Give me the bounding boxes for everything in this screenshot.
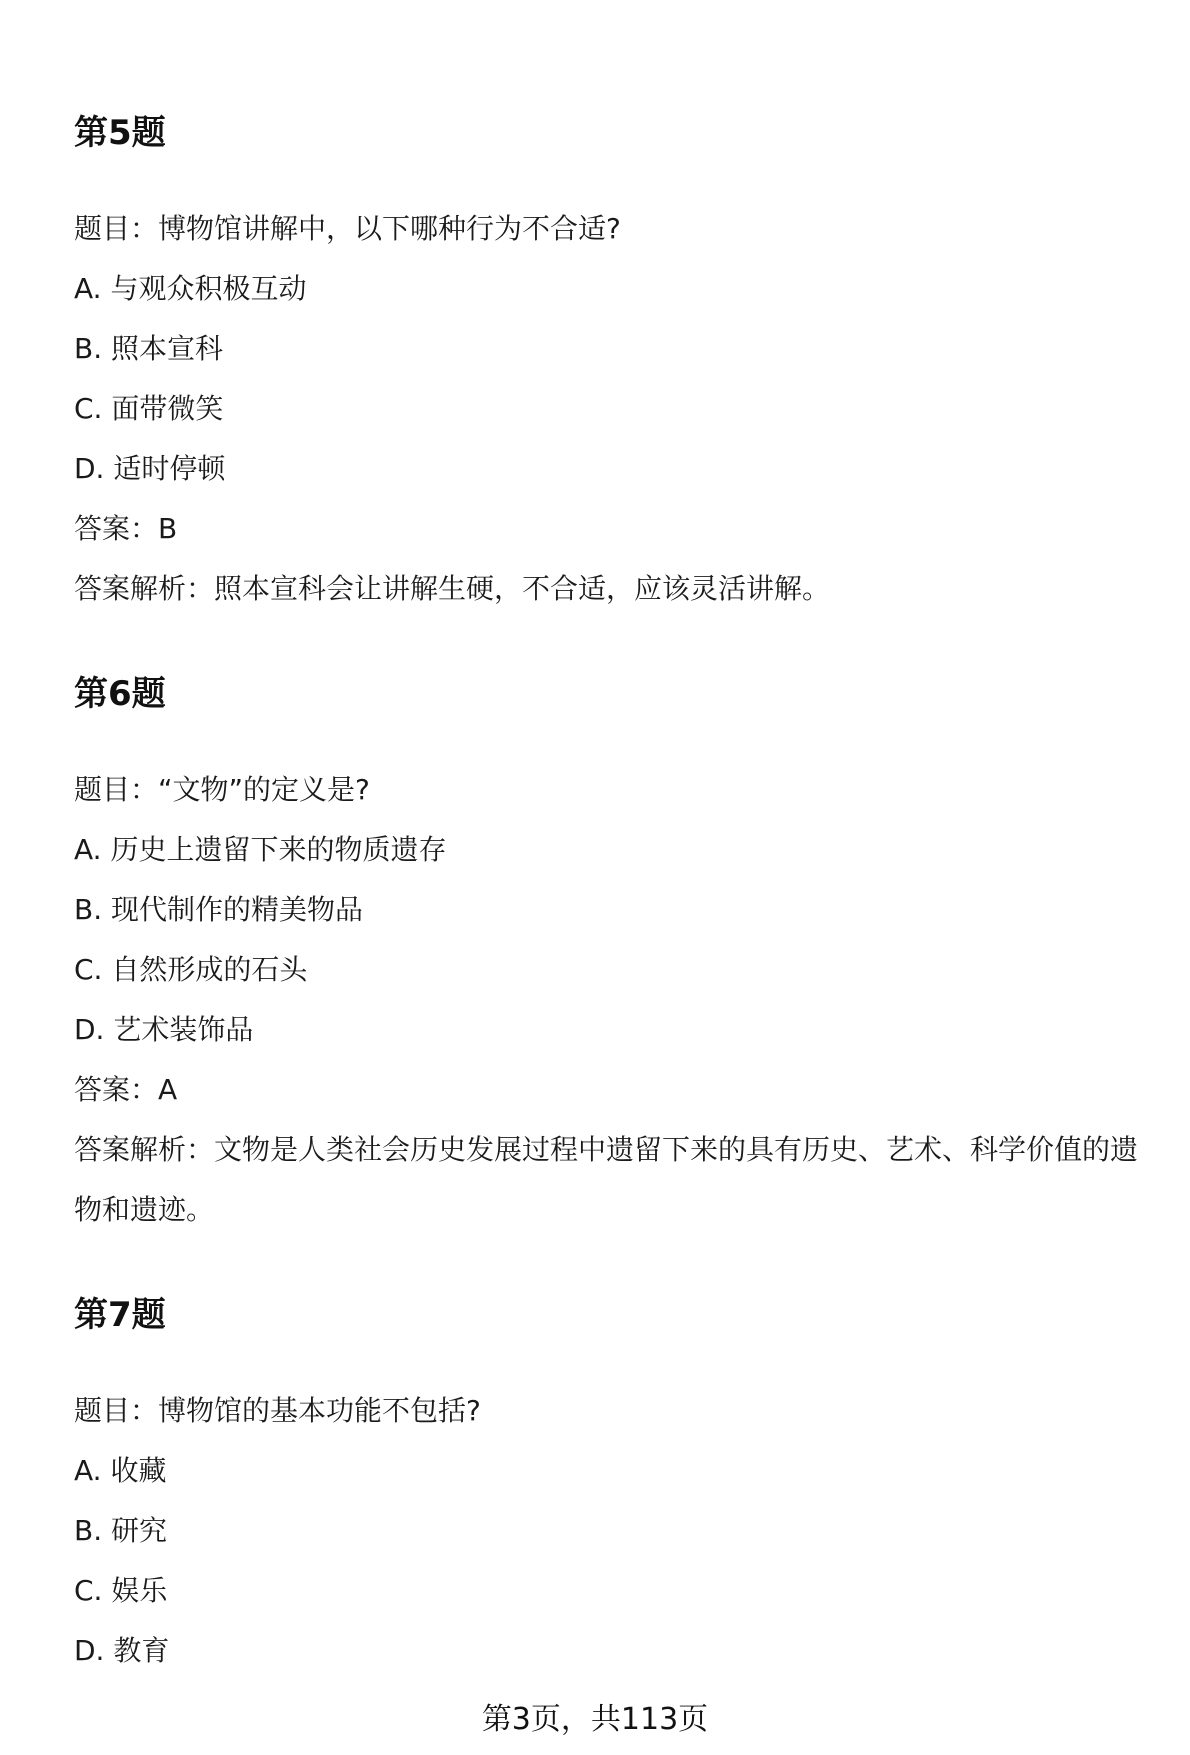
question-5 xyxy=(74,113,1169,609)
question-stem: 题目：博物馆讲解中，以下哪种行为不合适? xyxy=(74,212,621,245)
option-c: C. 面带微笑 xyxy=(74,392,224,425)
answer: 答案：B xyxy=(74,512,178,545)
question-stem: 题目：博物馆的基本功能不包括? xyxy=(74,1394,481,1427)
option-d: D. 适时停顿 xyxy=(74,452,226,485)
answer-explanation: 答案解析：文物是人类社会历史发展过程中遗留下来的具有历史、艺术、科学价值的遗物和遗迹。 xyxy=(74,1133,1139,1226)
option-d: D. 教育 xyxy=(74,1634,170,1667)
option-a: A. 与观众积极互动 xyxy=(74,272,307,305)
question-7 xyxy=(74,1295,1169,1671)
option-b: B. 现代制作的精美物品 xyxy=(74,893,364,926)
option-a: A. 历史上遗留下来的物质遗存 xyxy=(74,833,447,866)
page-number: 第3页，共113页 xyxy=(481,1702,709,1737)
answer-explanation: 答案解析：照本宣科会让讲解生硬，不合适，应该灵活讲解。 xyxy=(74,572,831,605)
option-c: C. 自然形成的石头 xyxy=(74,953,308,986)
option-b: B. 照本宣科 xyxy=(74,332,224,365)
option-d: D. 艺术装饰品 xyxy=(74,1013,254,1046)
question-title: 第5题 xyxy=(74,113,166,153)
question-6 xyxy=(74,674,1169,1240)
answer: 答案：A xyxy=(74,1073,178,1106)
question-title: 第7题 xyxy=(74,1295,166,1335)
option-c: C. 娱乐 xyxy=(74,1574,168,1607)
question-title: 第6题 xyxy=(74,674,166,714)
question-stem: 题目：“文物”的定义是? xyxy=(74,773,370,806)
option-b: B. 研究 xyxy=(74,1514,168,1547)
option-a: A. 收藏 xyxy=(74,1454,167,1487)
